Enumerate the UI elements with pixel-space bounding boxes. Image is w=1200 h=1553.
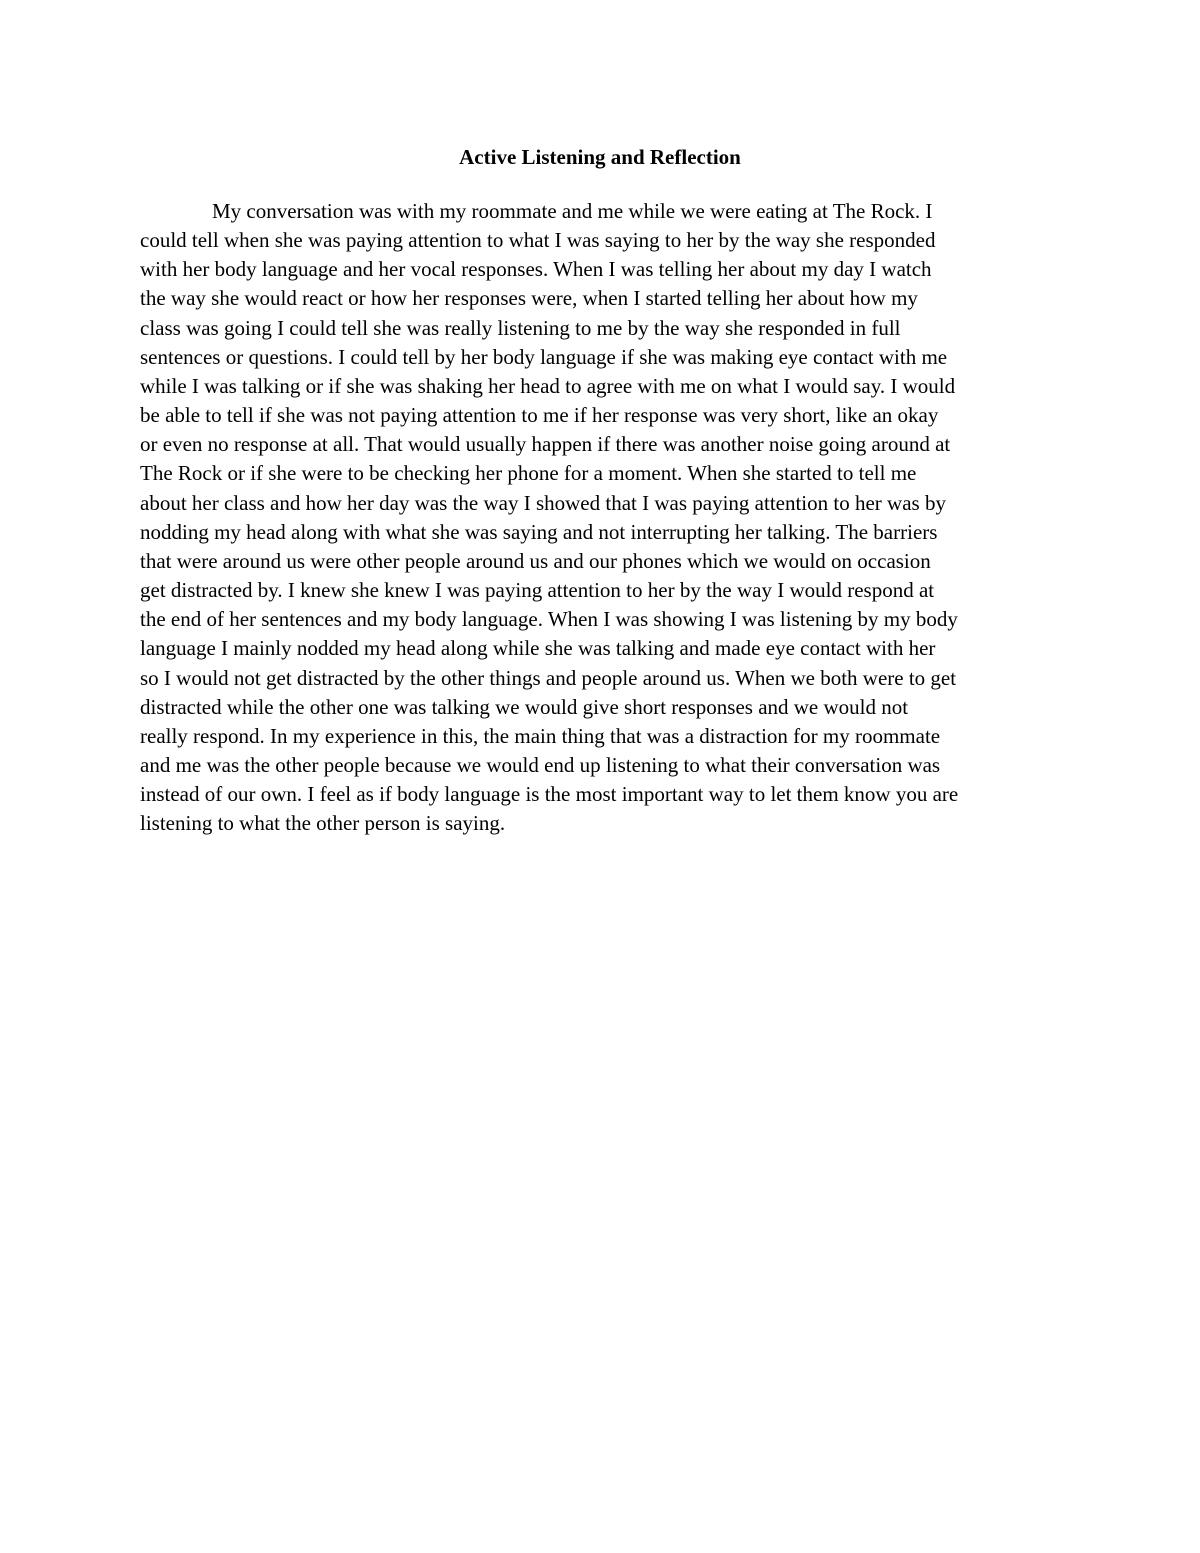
paragraph-line: about her class and how her day was the way I showed that I was paying attention to her was by	[140, 490, 946, 515]
paragraph-line: really respond. In my experience in this, the main thing that was a distraction for my roommate	[140, 723, 941, 748]
paragraph-line: the way she would react or how her responses were, when I started telling her about how my	[140, 286, 918, 311]
body-paragraph	[140, 197, 1060, 838]
paragraph-line: be able to tell if she was not paying attention to me if her response was very short, like an okay	[140, 403, 939, 428]
paragraph-line: while I was talking or if she was shaking her head to agree with me on what I would say. I would	[140, 373, 956, 398]
paragraph-line: class was going I could tell she was really listening to me by the way she responded in full	[140, 315, 901, 340]
paragraph-line: or even no response at all. That would usually happen if there was another noise going around at	[140, 432, 951, 457]
paragraph-line: get distracted by. I knew she knew I was paying attention to her by the way I would respond at	[140, 578, 935, 603]
paragraph-line: could tell when she was paying attention to what I was saying to her by the way she responded	[140, 228, 936, 253]
paragraph-line: distracted while the other one was talking we would give short responses and we would not	[140, 694, 909, 719]
paragraph-line: listening to what the other person is saying.	[140, 811, 506, 836]
paragraph-line: so I would not get distracted by the other things and people around us. When we both were to get	[140, 665, 957, 690]
paragraph-line: nodding my head along with what she was saying and not interrupting her talking. The barriers	[140, 519, 938, 544]
document-title: Active Listening and Reflection	[459, 145, 741, 169]
paragraph-line: instead of our own. I feel as if body language is the most important way to let them know you are	[140, 782, 959, 807]
paragraph-line: that were around us were other people around us and our phones which we would on occasion	[140, 548, 931, 573]
paragraph-line: My conversation was with my roommate and me while we were eating at The Rock. I	[212, 199, 933, 223]
paragraph-line: the end of her sentences and my body language. When I was showing I was listening by my body	[140, 607, 958, 632]
paragraph-line: language I mainly nodded my head along while she was talking and made eye contact with her	[140, 636, 936, 661]
paragraph-line: sentences or questions. I could tell by her body language if she was making eye contact with me	[140, 344, 948, 369]
paragraph-line: The Rock or if she were to be checking her phone for a moment. When she started to tell me	[140, 461, 917, 486]
paragraph-line: and me was the other people because we would end up listening to what their conversation was	[140, 752, 941, 777]
paragraph-line: with her body language and her vocal responses. When I was telling her about my day I watch	[140, 257, 932, 282]
